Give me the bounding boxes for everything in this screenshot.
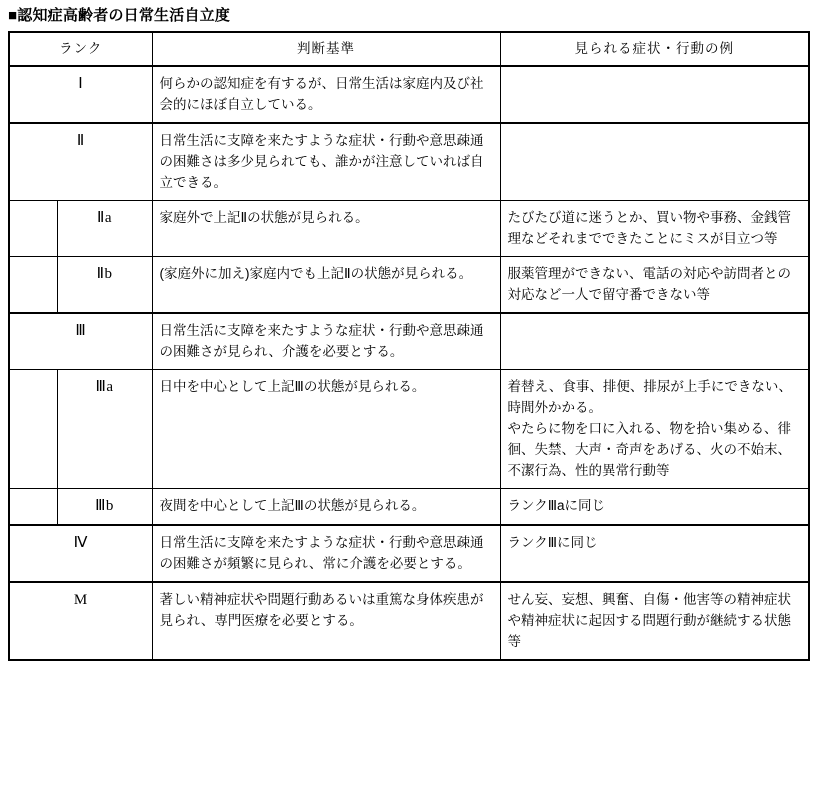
table-row xyxy=(9,123,809,201)
column-header-rank: ランク xyxy=(9,32,152,66)
table-row xyxy=(9,582,809,660)
criteria-cell: 家庭外で上記Ⅱの状態が見られる。 xyxy=(152,201,500,257)
table-row xyxy=(9,489,809,526)
criteria-cell: 夜間を中心として上記Ⅲの状態が見られる。 xyxy=(152,489,500,526)
rank-label: M xyxy=(9,582,152,660)
table-row xyxy=(9,201,809,257)
criteria-cell: 日中を中心として上記Ⅲの状態が見られる。 xyxy=(152,370,500,489)
rank-indent-spacer xyxy=(9,201,57,257)
dementia-independence-table xyxy=(8,31,810,661)
examples-cell: たびたび道に迷うとか、買い物や事務、金銭管理などそれまでできたことにミスが目立つ等 xyxy=(500,201,809,257)
table-row xyxy=(9,370,809,489)
examples-cell: ランクⅢに同じ xyxy=(500,525,809,582)
rank-label: Ⅰ xyxy=(9,66,152,123)
criteria-cell: (家庭外に加え)家庭内でも上記Ⅱの状態が見られる。 xyxy=(152,257,500,314)
table-row xyxy=(9,257,809,314)
criteria-cell: 何らかの認知症を有するが、日常生活は家庭内及び社会的にほぼ自立している。 xyxy=(152,66,500,123)
rank-label: Ⅳ xyxy=(9,525,152,582)
table-row xyxy=(9,66,809,123)
rank-indent-spacer xyxy=(9,257,57,314)
rank-label: Ⅲb xyxy=(57,489,152,526)
rank-indent-spacer xyxy=(9,370,57,489)
examples-cell: 着替え、食事、排便、排尿が上手にできない、時間外かかる。 やたらに物を口に入れる、物を拾い集める、徘徊、失禁、大声・奇声をあげる、火の不始末、不潔行為、性的異常行動等 xyxy=(500,370,809,489)
criteria-cell: 日常生活に支障を来たすような症状・行動や意思疎通の困難さが見られ、介護を必要とする。 xyxy=(152,313,500,370)
examples-cell: 服薬管理ができない、電話の対応や訪問者との対応など一人で留守番できない等 xyxy=(500,257,809,314)
table-body xyxy=(9,66,809,660)
examples-cell: せん妄、妄想、興奮、自傷・他害等の精神症状や精神症状に起因する問題行動が継続する状態等 xyxy=(500,582,809,660)
column-header-examples: 見られる症状・行動の例 xyxy=(500,32,809,66)
examples-cell xyxy=(500,123,809,201)
rank-label: Ⅱa xyxy=(57,201,152,257)
criteria-cell: 日常生活に支障を来たすような症状・行動や意思疎通の困難さは多少見られても、誰かが注意していれば自立できる。 xyxy=(152,123,500,201)
criteria-cell: 著しい精神症状や問題行動あるいは重篤な身体疾患が見られ、専門医療を必要とする。 xyxy=(152,582,500,660)
examples-cell xyxy=(500,66,809,123)
column-header-criteria: 判断基準 xyxy=(152,32,500,66)
rank-label: Ⅱb xyxy=(57,257,152,314)
page-title: ■認知症高齢者の日常生活自立度 xyxy=(8,7,231,24)
table-row xyxy=(9,313,809,370)
rank-indent-spacer xyxy=(9,489,57,526)
table-header-row xyxy=(9,32,809,66)
rank-label: Ⅲa xyxy=(57,370,152,489)
table-header xyxy=(9,32,809,66)
table-row xyxy=(9,525,809,582)
rank-label: Ⅲ xyxy=(9,313,152,370)
examples-cell: ランクⅢaに同じ xyxy=(500,489,809,526)
criteria-cell: 日常生活に支障を来たすような症状・行動や意思疎通の困難さが頻繁に見られ、常に介護を必要とする。 xyxy=(152,525,500,582)
rank-label: Ⅱ xyxy=(9,123,152,201)
examples-cell xyxy=(500,313,809,370)
